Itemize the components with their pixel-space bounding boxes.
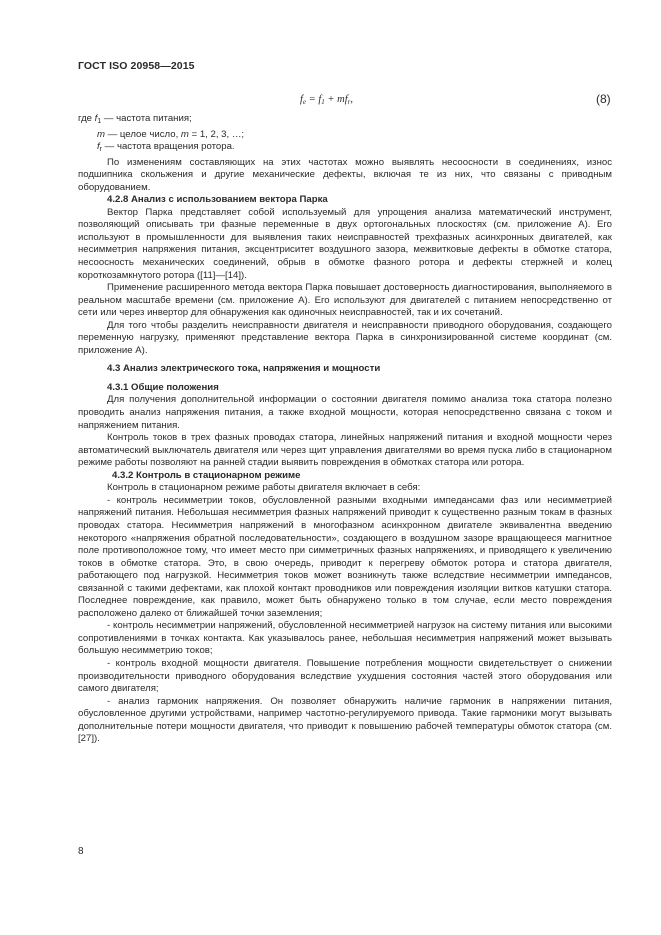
formula-text: $f_e = f_1 + mf_r$, bbox=[300, 94, 353, 106]
paragraph: Для получения дополнительной информации о состоянии двигателя помимо анализа тока статора полезно проводить анализ напряжения питания, а также входной мощности, которая непосредственно связана с током и напряжением питания. bbox=[78, 394, 612, 431]
list-item: - контроль несимметрии токов, обусловленной разными входными импедансами фаз или несимметрией напряжений питания. Небольшая несимметрия фазных напряжений приводит к существенно разным токам в фазных проводах статора. Несимметрия напряжений в многофазном асинхронном двигателе эквивалентна введению некоторого «напряжения обратной последовательности», создающего в воздушном зазоре вращающееся магнитное поле противоположное тому, что имеет место при симметричных фазных напряжениях, и приводящего к увеличению токов в обмотке статора. Это, в свою очередь, приводит к перегреву обмоток ротора и статора двигателя, работающего под нагрузкой. Несимметрия токов может возникнуть также вследствие несимметрии импедансов, связанной с такими дефектами, как плохой контакт проводников или повреждения изоляции витков катушки статора. Последнее повреждение, как правило, может быть обнаружено только в том случае, если место повреждения расположено далеко от ближайшей точки заземления; bbox=[78, 494, 612, 619]
page-header: ГОСТ ISO 20958—2015 bbox=[78, 60, 195, 72]
list-item: - контроль несимметрии напряжений, обусловленной несимметрией нагрузок на систему питания или высокими сопротивлениями в точках контакта. Как указывалось ранее, небольшая несимметрия напряжений может вызывать большую несимметрию токов; bbox=[78, 620, 612, 657]
where-line-2: m — целое число, m = 1, 2, 3, …; bbox=[97, 128, 245, 140]
paragraph: Для того чтобы разделить неисправности двигателя и неисправности приводного оборудования, создающего переменную нагрузку, применяют представление вектора Парка в синхронизированной системе координат (см. приложение А). bbox=[78, 319, 612, 356]
section-heading-4-3: 4.3 Анализ электрического тока, напряжения и мощности bbox=[107, 363, 381, 375]
list-item: - анализ гармоник напряжения. Он позволяет обнаружить наличие гармоник в напряжении питания, обусловленное другими устройствами, например частотно-регулируемого привода. Такие гармоники могут вызывать дополнительные потери мощности двигателя, что приводит к повышению рабочей температуры обмоток статора (см. [27]). bbox=[78, 695, 612, 745]
section-heading-4-2-8: 4.2.8 Анализ с использованием вектора Парка bbox=[107, 194, 328, 206]
where-line-1: где $f_1$ — частота питания; bbox=[78, 113, 192, 125]
equation-number: (8) bbox=[596, 92, 611, 106]
where-line-3: $f_r$ — частота вращения ротора. bbox=[97, 141, 235, 154]
document-body bbox=[78, 113, 612, 746]
paragraph: По изменениям составляющих на этих частотах можно выявлять несоосности в соединениях, износ подшипника скольжения и другие механические дефекты, включая те из них, что связаны с приводным оборудованием. bbox=[78, 156, 612, 193]
paragraph: Вектор Парка представляет собой используемый для упрощения анализа математический инструмент, позволяющий описывать три фазные переменные в двух ортогональных плоскостях (см. приложение А). Его используют в промышленности для выявления таких неисправностей трехфазных асинхронных двигателей, как несимметрия напряжения питания, эксцентриситет воздушного зазора, межвитковые дефекты в обмотке статора, несоосность механических соединений, обрыв в обмотке фазного ротора и дефекты стержней и колец короткозамкнутого ротора ([11]—[14]). bbox=[78, 206, 612, 281]
paragraph: Контроль токов в трех фазных проводах статора, линейных напряжений питания и входной мощности через автоматический выключатель двигателя или через щит управления двигателями во время пуска либо в стационарном режиме работы позволяют на ранней стадии выявить повреждения в обмотках статора или ротора. bbox=[78, 432, 612, 469]
paragraph: Контроль в стационарном режиме работы двигателя включает в себя: bbox=[107, 482, 421, 494]
page-number: 8 bbox=[78, 846, 84, 857]
formula-8 bbox=[300, 94, 353, 106]
section-heading-4-3-1: 4.3.1 Общие положения bbox=[107, 381, 219, 393]
paragraph: Применение расширенного метода вектора Парка повышает достоверность диагностирования, выполняемого в реальном масштабе времени (см. приложение А). Его используют для двигателей с питанием непосредственно от сети или через инвертор для обнаружения как одиночных неисправностей, так и их сочетаний. bbox=[78, 282, 612, 319]
list-item: - контроль входной мощности двигателя. Повышение потребления мощности свидетельствует о снижении производительности приводного оборудования вследствие ухудшения состояния частей этого оборудования или самого двигателя; bbox=[78, 657, 612, 695]
section-heading-4-3-2: 4.3.2 Контроль в стационарном режиме bbox=[112, 469, 301, 481]
